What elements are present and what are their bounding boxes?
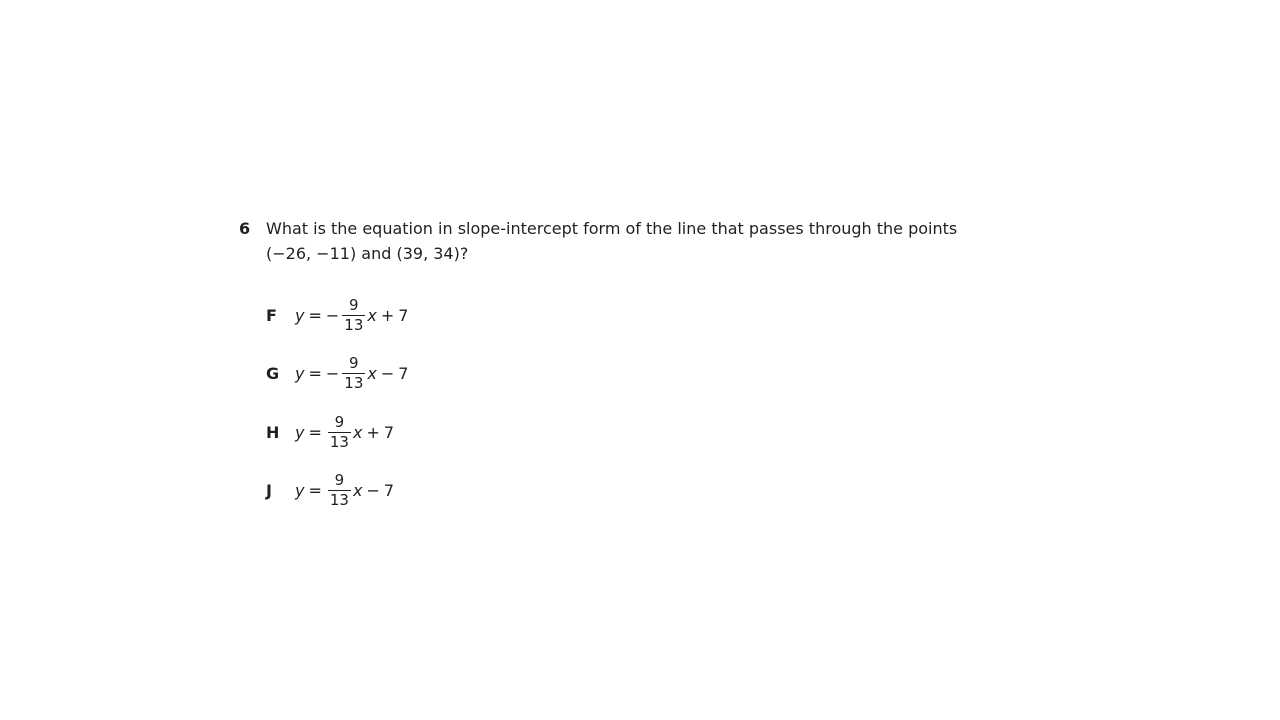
negative-sign: − bbox=[325, 305, 340, 325]
answer-choice-g[interactable] bbox=[266, 345, 999, 404]
equation-operator: − bbox=[380, 364, 395, 384]
equation-lhs: y bbox=[295, 481, 305, 501]
equation-variable: x bbox=[367, 305, 377, 325]
question-block bbox=[239, 216, 999, 520]
equation-variable: x bbox=[352, 422, 363, 442]
answer-choices bbox=[266, 286, 999, 520]
equation-operator: + bbox=[380, 305, 395, 325]
fraction-numerator: 9 bbox=[349, 295, 359, 314]
slope-fraction bbox=[342, 295, 365, 334]
equation-constant: 7 bbox=[398, 364, 409, 384]
equation-constant: 7 bbox=[383, 422, 395, 442]
question-stem bbox=[239, 216, 999, 266]
fraction-denominator: 13 bbox=[344, 315, 364, 334]
equation-lhs: y bbox=[295, 364, 305, 384]
equation-variable: x bbox=[352, 481, 363, 501]
equation-lhs: y bbox=[295, 305, 305, 325]
choice-letter: J bbox=[266, 481, 272, 501]
fraction-denominator: 13 bbox=[329, 491, 349, 510]
slope-fraction bbox=[328, 473, 351, 508]
equals-sign: = bbox=[308, 305, 322, 325]
slope-fraction bbox=[328, 412, 351, 451]
equation-operator: + bbox=[366, 422, 380, 442]
choice-equation bbox=[295, 412, 395, 451]
equals-sign: = bbox=[308, 364, 322, 384]
choice-letter: F bbox=[266, 305, 277, 325]
slope-fraction bbox=[342, 356, 365, 391]
choice-equation bbox=[295, 295, 409, 334]
answer-choice-h[interactable] bbox=[266, 403, 999, 462]
equation-lhs: y bbox=[295, 422, 305, 442]
choice-letter: G bbox=[266, 364, 280, 384]
equation-constant: 7 bbox=[383, 481, 395, 501]
equation-variable: x bbox=[367, 364, 377, 384]
answer-choice-j[interactable] bbox=[266, 462, 999, 521]
negative-sign: − bbox=[325, 364, 340, 384]
choice-letter: H bbox=[266, 422, 280, 442]
equals-sign: = bbox=[308, 422, 322, 442]
choice-equation bbox=[295, 473, 394, 508]
choice-equation bbox=[295, 356, 408, 391]
equation-operator: − bbox=[366, 481, 380, 501]
fraction-denominator: 13 bbox=[344, 374, 364, 393]
answer-choice-f[interactable] bbox=[266, 286, 999, 345]
fraction-numerator: 9 bbox=[334, 471, 345, 490]
question-number: 6 bbox=[239, 219, 251, 238]
fraction-numerator: 9 bbox=[349, 354, 359, 373]
equation-constant: 7 bbox=[398, 305, 409, 325]
equals-sign: = bbox=[308, 481, 322, 501]
fraction-numerator: 9 bbox=[334, 412, 345, 431]
question-text: What is the equation in slope-intercept form of the line that passes through the points (−26, −11) and (39, 34)? bbox=[266, 219, 958, 263]
fraction-denominator: 13 bbox=[329, 432, 349, 451]
